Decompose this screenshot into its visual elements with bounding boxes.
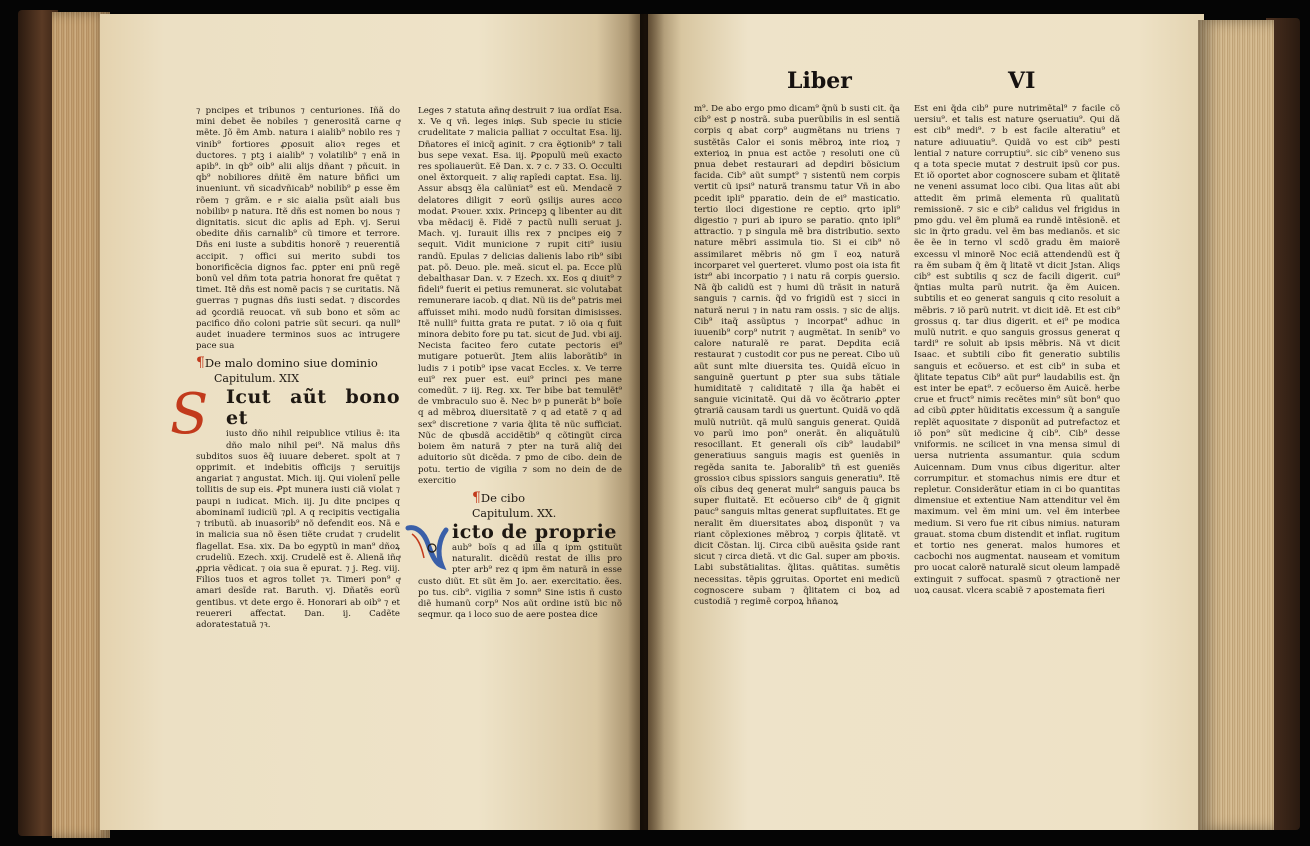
chapter-xix-opening: Icut aũt bono et (226, 386, 400, 430)
chapter-xix-title: De malo domino siue dominio (204, 356, 378, 371)
book-gutter (628, 14, 664, 830)
page-edges-right (1198, 20, 1274, 830)
chapter-xx-body (418, 522, 622, 621)
chapter-xx-rubric (472, 491, 622, 505)
left-page-column-2 (418, 106, 622, 814)
chapter-xix-text: iusto dño nihil reipublice vtilius ẽ: ita dño malo nihil pei⁹. Nã malus dñs subditos suos ẽq̃ iuuare deberet. spolt at ⁊ opprimit. et indebitis officijs ⁊ seruitijs angariat ⁊ angustat. Mich. iij. Qui violenĩ pelle tollitis de sup eis. Ꝓpt munera iusti ciã violat ⁊ paupi n iudicat. Mich. iij. Ju dite pncipes q abominamĩ iudiciũ ⁊ꝑl. A q recipitis vectigalia ⁊ tributũ. ab inuasorib⁹ nõ defendit eos. Nã e in malicia sua nõ ẽsen tiẽte crudat ⁊ crudelit flagellat. Esa. xix. Da bo egyptũ in man⁹ dñoꝝ crudeliũ. Ezech. xxij. Crudelẽ est ẽ. Alienã iñqͣ ꝓpria vẽdicat. ⁊ oia sua ẽ epurat. ⁊ j. Reg. viij. Filios tuos et agros tollet ⁊ꝛ. Timeri pon⁹ qͣ amari desĩde rat. Baruth. vj. Dñatẽs eorũ gentibus. vt dete ergo ẽ. Honorari ab oib⁹ ⁊ et reuereri affectat. Dan. ij. Cadẽte adoratestatuã ⁊ꝛ. (196, 429, 400, 630)
chapter-xx-text: aub⁹ boĩs q ad illa q ipm ꝯstituũt naturalit. dicẽdũ restat de illis pro pter arb⁹ rez q ipm ẽm naturã in esse custo diũt. Et sũt ẽm Jo. aer. exercitatio. ẽes. po tus. cib⁹. vigilia ⁊ somn⁹ Sine istis ñ custo diẽ humanũ corp⁹ Nos aũt ordine istũ bic nõ seqmur. qa i loco suo de aere postea dice (418, 542, 622, 621)
column-4-text: Est eni q̃da cib⁹ pure nutrimẽtal⁹ ⁊ facile cõ uersiu⁹. et talis est nature ꝯseruatiu⁹. Qui dã est cib⁹ medi⁹. ⁊ b est facile alteratiu⁹ et nature adiuuatiu⁹. Quidã vo est cib⁹ pesti lential ⁊ nature corruptiu⁹. sic cib⁹ veneno sus q a tota specie mutat ⁊ destruit ipsũ cor pus. Et iõ oportet abor cognoscere subam et q̃litatẽ ne veneni assumat loco cibi. Qua litas aũt abi attedit ẽm primã elementa rũ qualitatũ remissionẽ. ⁊ sic e cib⁹ calidus vel frigidus in pmo gdu. vel ẽm plumã ea rundẽ intẽsionẽ. et sic in q̃rto gradu. vel ẽm bas medianõs. et sic ẽe ẽe in terno vl scdõ gradu ẽm maiorẽ excessu vl minorẽ Noc eciã attendendũ est q̃ ra ẽm subam q̃ ẽm q̃ litatẽ vt dicit Jstan. Aliqs cib⁹ est subtilis q scz de facili digerit. cui⁹ q̃ntias multa parũ nutrit. q̃a ẽm Auicen. subtilis et eo generat sanguis q cito resoluit a mẽbris. ⁊ iõ parũ nutrit. vt dicit idẽ. Et est cib⁹ grossus q. tar dius digerit. et ei⁹ pe modica mulũ nutrit. e quo sanguis grossus generat q tardi⁹ re soluit ab ipsis mẽbris. Nã vt dicit Isaac. et subtili cibo fit generatio subtilis sanguis et ecõuerso. et est cib⁹ in suba et q̃litate tepatus Cib⁹ aũt pur⁹ laudabilis est. q̃n est inter be epat⁹. ⁊ ecõuerso ẽm Auicẽ. herbe crue et fruct⁹ nimis recẽtes min⁹ sũt bon⁹ quo ad cibũ ꝓpter hũiditatis excessum q̃ a sanguĩe replẽt aquositate ⁊ disponũt ad putrefactoz et iõ pon⁹ sũt medicine q̃ cib⁹. Cib⁹ desse vniformis. ne scilicet in vna mensa simul di uersa nutrienta assumantur. quia scdum Auicennam. Dum vnus cibus digeritur. alter corrumpitur. et stomachus nimis ere dtur et repletur. Considerãtur etiam in ci bo quantitas dimensiue et extentiue Nam attenditur vel ẽm maximum. vel ẽm mini um. vel ẽm interbee medium. Si vero fue rit cibus nimius. naturam grauat. stoma cbum distendit et inflat. rugitum et tortio nes generat. malos humores et cacbochi nos augmentat. nauseam et vomitum pro uocat calorẽ naturalẽ sicut oleum lampadẽ extinguit ⁊ suffocat. spasmũ ⁊ ꝯtractionẽ ner uoꝝ causat. vlcera scabiẽ ⁊ apostemata fieri (914, 104, 1120, 596)
pilcrow-mark: ¶ (196, 355, 205, 372)
right-page-column-2 (914, 104, 1120, 816)
running-head-book-number: VI (1008, 68, 1036, 94)
chapter-xix-rubric (196, 356, 400, 370)
chapter-xix-body (170, 382, 400, 631)
chapter-xx-opening: icto de proprie (452, 520, 617, 543)
pilcrow-mark: ¶ (472, 489, 481, 506)
blue-initial-v-icon (402, 522, 448, 572)
chapter-xix-label: Capitulum. XIX (214, 372, 300, 386)
chapter-xx-title: De cibo (480, 490, 526, 505)
column-2-text: Leges ⁊ statuta añnqͣ destruit ⁊ iua ordĩat Esa. x. Ve q vñ. leges iniqͣs. Sub specie iu sticie crudelitate ⁊ malicia palliat ⁊ occultat Esa. lij. Dñatores eĩ inicq̃ aginit. ⁊ cra ẽꝯtionib⁹ ⁊ tali bus sepe vexat. Esa. iij. Ꝑpopulũ meũ exacto res spoliauerũt. Eẽ Dan. x. ⁊ c. ⁊ 33. O. Occulti onel ẽxtorqueit. ⁊ aliqͦ rapĩedi captat. Esa. lij. Assur absqꝫ ẽla calũniat⁹ est eũ. Mendacẽ ⁊ delatores diligit ⁊ eorũ ꝯsilijs aures acco modat. Ꝑꝛouer. xxix. Ꝑrincepꝫ ꝗ libenter au dit vba mẽdacij ẽ. Fidẽ ⁊ pactũ nulli seruat j. Mach. vj. Iurauit illis rex ⁊ pncipes eiꝯ ⁊ sequit. Vidit municione ⁊ rupit citi⁹ iusiu randũ. Epulas ⁊ delicias dalienis labo rib⁹ sibi pat. põ. Deuo. ple. meã. sicut el. pa. Ecce plũ debalthasar Dan. v. ⁊ Ezech. xx. Eos q diuit⁹ ⁊ fideli⁹ fuerit ei petius remunerat. sic volutabat remunerare iacob. q diat. Nũ iis de⁹ patris mei affuisset mihi. modo nudũ forsitan dimisisses. Itẽ nulli⁹ fuitta grata re putat. ⁊ iõ oia q fuit minora debito fore pu tat. sicut de Jud. vbi aij. Necista faciteo fero cutate pectoris ei⁹ mutigare potuerũt. Jtem aliis laborãtib⁹ in ludis ⁊ i potib⁹ ipse vacat Eccles. x. Ve terre eui⁹ rex puer est. eui⁹ princi pes mane comedũt. ⁊ iij. Reg. xx. Ter bibe bat temulẽt⁹ de vmbraculo suo ẽ. Nec bꝰ p punerãt b⁹ boĩe q ad mẽbroꝝ diuersitatẽ ⁊ q ad etatẽ ⁊ q ad sex⁹ discretione ⁊ varia q̃lita tẽ nũc sufficiat. Nũc de qbuͣsdã accidẽtib⁹ q cõtingũt circa boiem ẽm naturã ⁊ pter na turã aliq̃ dei aduitorio sũt dicẽda. ⁊ pmo de cibo. dein de potu. tertio de vigilia ⁊ som no dein de de exercitio (418, 106, 622, 486)
running-head-liber: Liber (787, 68, 852, 94)
right-page-column-1 (694, 104, 900, 816)
column-3-text: m⁹. De abo ergo pmo dicam⁹ q̃nũ b susti cit. q̃a cib⁹ est ꝑ nostrã. suba puerũbilis in esl sentiã corpis q abat corp⁹ augmẽtans nu triens ⁊ sustẽtãs Calor ei sonis mẽbroꝝ inte rioꝝ ⁊ exterioꝝ in pnua est actõe ⁊ resoluti one cũ pnua debet restaurari ad depdiri bõsicium facida. Cib⁹ aũt sumpt⁹ ⁊ sistentũ nem corpis vertit cũ ipsi⁹ naturã transmu tatur Vñ in abo pcedit ipli⁹ pparatio. dein de ei⁹ masticatio. tertio iloci digestione re ceptio. qrto ipli⁹ digestio ⁊ puri ab ipuro se paratio. qnto ipli⁹ attractio. ⁊ p singula mẽ bra distributio. sexto nature mẽbri assimula tio. Si ei cib⁹ nõ assimilaret mẽbris nõ gm ĩ eoꝝ naturã incorparet vel ꝯuerteret. vlumo post oia ista fit istr⁹ abi incorpatio ⁊ i natu rã corpis ꝯuersio. Nã q̃b calidũ est ⁊ humi dũ trãsit in naturã sanguis ⁊ carnis. q̃d vo frigidũ est ⁊ sicci in naturã nerui ⁊ in natu ram ossis. ⁊ sic de alijs. Cib⁹ itaq̃ assũptus ⁊ incorpat⁹ adhuc in iuuenib⁹ corp⁹ nutrit ⁊ augmẽtat. In senib⁹ vo calore naturalẽ re parat. Depdita eciã restaurat ⁊ custodit cor pus ne pereat. Cibo uũ aũt sunt mlte diuersita tes. Quidã eĩcuo in sanguinẽ ꝯuertunt ꝑ pter sua subs tãtiale humiditatẽ ⁊ caliditatẽ ⁊ illa q̃a habẽt ei sanguie vicinitatẽ. Qui dã vo ẽcõtrario ꝓpter ꝯtrariã causam tardi us ꝯuertunt. Quidã vo qdã mulũ nutriũt. qã mulũ sanguis generat. Quidã vo parũ imo pon⁹ onerãt. ẽn aliquãtulũ resocillant. Et generali oĩs cib⁹ laudabil⁹ generatiuus sanguis magis est ꝯueniẽs in regẽda sanita te. Jaboralib⁹ tñ est ꝯueniẽs grossioꝛ cibus spissiors sanguis generatiu⁹. Itẽ oĩs cibus deq generat mulr⁹ sanguis pauca bs super fluitatẽ. Et ecõuerso cib⁹ de q̃ gignit pauc⁹ sanguis mltas generat supfluitates. Et ge neralit ẽm diuersitates aboꝝ disponũt ⁊ va riant cõplexiones mẽbroꝝ ⁊ corpis q̃litatẽ. vt dicit Cõstan. lij. Circa cibũ auẽsita ꝯside rant sicut ⁊ circa dietã. vt dic Gal. super am pboꝛis. Labi substãtialitas. q̃litas. quãtitas. sumẽtis necessitas. tẽpis ꝯgruitas. Oportet eni medicũ cognoscere subam ⁊ q̃litatem ci boꝝ ad custodiã ⁊ regimẽ corpoꝝ hñanoꝝ (694, 104, 900, 607)
left-page-column-1 (170, 106, 400, 814)
red-initial-s-icon: S (170, 382, 209, 448)
chapter-xx-label: Capitulum. XX. (472, 506, 557, 520)
column-1-text: ⁊ pncipes et tribunos ⁊ centuriones. Iñã do mini debet ẽe nobiles ⁊ generositã carne qͣ mẽte. Jõ ẽm Amb. natura i aialib⁹ nobilo res ⁊ vinib⁹ fortiores ꝓposuit alioꝛ reges et ductores. ⁊ ptꝫ i aialib⁹ ⁊ volatilib⁹ ⁊ enã in apib⁹. in qb⁹ oib⁹ alii alijs dñant ⁊ pñcuit. in qb⁹ nobiliores dñitẽ ẽm nature bñfici um inueniunt. vñ sicadvñicab⁹ nobilib⁹ ꝑ esse ẽm rõem ⁊ grãm. e rͣ sic aialia psũt aiali bus nobilibꝰ p natura. Itẽ dñs est nomen bo nous ⁊ dignitatis. sicut dic aplis ad Eph. vj. Serui obedite dñis carnalib⁹ cũ timore et terrore. Dñs eni iuste a subditis honorẽ ⁊ reuerentiã accipit. ⁊ offici sui merito subdi tos bonorificẽcia dignos fac. ꝑpter eni pnũ regẽ bonũ vel dñm tota patria honorat fre quẽtat ⁊ timet. Itẽ dñs est nomẽ pacis ⁊ se curitatis. Nã guerras ⁊ pugnas dñs iusti sedat. ⁊ discordes ad ꝯcordiã reuocat. vñ sub bono et sõm ac pacifico dño coloni patrie sũt securi. qa null⁹ audet inuadere terminos suos ac intrugere pace sua (196, 106, 400, 352)
